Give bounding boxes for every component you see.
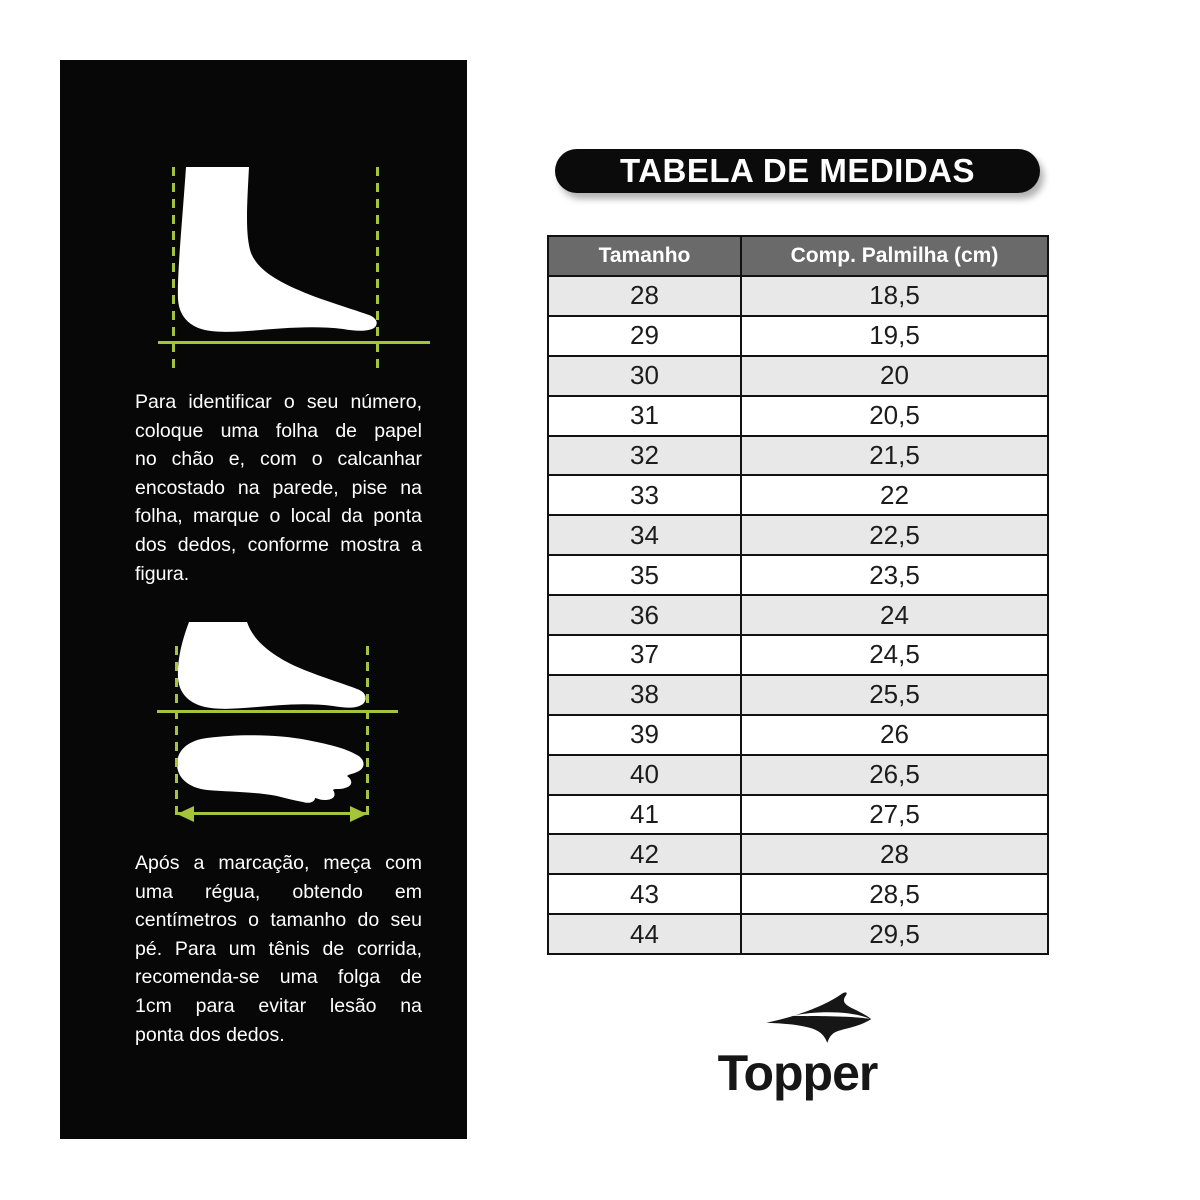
size-cell: 44 xyxy=(548,914,741,954)
length-arrow-icon xyxy=(178,812,366,815)
toe-length-guide-line xyxy=(366,646,369,822)
table-row xyxy=(548,316,1048,356)
insole-length-cell: 25,5 xyxy=(741,675,1048,715)
table-row xyxy=(548,635,1048,675)
table-row xyxy=(548,555,1048,595)
insole-length-cell: 21,5 xyxy=(741,436,1048,476)
instruction-line: pé. Para um tênis de corrida, xyxy=(135,937,422,960)
instruction-line: Após a marcação, meça com xyxy=(135,852,422,874)
insole-length-cell: 20 xyxy=(741,356,1048,396)
insole-length-column-header: Comp. Palmilha (cm) xyxy=(741,236,1048,276)
measure-baseline xyxy=(157,710,398,713)
insole-length-cell: 26 xyxy=(741,715,1048,755)
instruction-line: coloque uma folha de papel xyxy=(135,419,422,442)
size-cell: 37 xyxy=(548,635,741,675)
insole-length-cell: 22 xyxy=(741,475,1048,515)
insole-length-cell: 24 xyxy=(741,595,1048,635)
table-row xyxy=(548,795,1048,835)
size-cell: 30 xyxy=(548,356,741,396)
insole-length-cell: 29,5 xyxy=(741,914,1048,954)
insole-length-cell: 28 xyxy=(741,834,1048,874)
foot-side-icon xyxy=(173,165,378,335)
instruction-line: folha, marque o local da ponta xyxy=(135,505,422,528)
topper-swoosh-icon xyxy=(758,990,873,1044)
brand-name: Topper xyxy=(717,1045,878,1101)
instructions-panel xyxy=(60,60,467,1139)
size-cell: 42 xyxy=(548,834,741,874)
insole-length-cell: 19,5 xyxy=(741,316,1048,356)
instruction-line: 1cm para evitar lesão na xyxy=(135,994,422,1017)
size-cell: 40 xyxy=(548,755,741,795)
insole-length-cell: 22,5 xyxy=(741,515,1048,555)
instruction-line: dos dedos, conforme mostra a xyxy=(135,533,422,556)
insole-length-cell: 26,5 xyxy=(741,755,1048,795)
size-cell: 32 xyxy=(548,436,741,476)
table-row xyxy=(548,436,1048,476)
footprint-icon xyxy=(177,732,367,804)
foot-side-partial-icon xyxy=(175,622,368,714)
insole-length-cell: 18,5 xyxy=(741,276,1048,316)
instruction-line: encostado na parede, pise na xyxy=(135,476,422,499)
size-cell: 38 xyxy=(548,675,741,715)
table-row xyxy=(548,475,1048,515)
instruction-line: recomenda-se uma folga de xyxy=(135,966,422,989)
insole-length-cell: 23,5 xyxy=(741,555,1048,595)
size-table xyxy=(547,235,1049,955)
floor-line xyxy=(158,341,430,344)
size-cell: 33 xyxy=(548,475,741,515)
size-cell: 43 xyxy=(548,874,741,914)
size-cell: 35 xyxy=(548,555,741,595)
table-row xyxy=(548,755,1048,795)
insole-length-cell: 28,5 xyxy=(741,874,1048,914)
table-row xyxy=(548,914,1048,954)
size-chart-title: TABELA DE MEDIDAS xyxy=(555,149,1040,193)
table-row xyxy=(548,595,1048,635)
table-row xyxy=(548,356,1048,396)
table-row xyxy=(548,276,1048,316)
table-row xyxy=(548,515,1048,555)
instruction-line: centímetros o tamanho do seu xyxy=(135,909,422,932)
size-cell: 31 xyxy=(548,396,741,436)
instruction-paragraph-2 xyxy=(135,849,422,1049)
instruction-line: figura. xyxy=(135,562,190,585)
size-cell: 29 xyxy=(548,316,741,356)
table-row xyxy=(548,874,1048,914)
brand-logo xyxy=(660,990,935,1101)
instruction-paragraph-1 xyxy=(135,388,422,588)
size-cell: 41 xyxy=(548,795,741,835)
insole-length-cell: 20,5 xyxy=(741,396,1048,436)
size-cell: 36 xyxy=(548,595,741,635)
size-cell: 39 xyxy=(548,715,741,755)
heel-length-guide-line xyxy=(175,646,178,822)
size-table-body xyxy=(548,276,1048,954)
size-cell: 28 xyxy=(548,276,741,316)
instruction-line: Para identificar o seu número, xyxy=(135,391,422,413)
insole-length-cell: 24,5 xyxy=(741,635,1048,675)
instruction-line: no chão e, com o calcanhar xyxy=(135,448,422,471)
size-column-header: Tamanho xyxy=(548,236,741,276)
size-table-header-row xyxy=(548,236,1048,276)
instruction-line: uma régua, obtendo em xyxy=(135,880,422,903)
size-cell: 34 xyxy=(548,515,741,555)
insole-length-cell: 27,5 xyxy=(741,795,1048,835)
table-row xyxy=(548,675,1048,715)
table-row xyxy=(548,396,1048,436)
table-row xyxy=(548,834,1048,874)
instruction-line: ponta dos dedos. xyxy=(135,1023,285,1046)
table-row xyxy=(548,715,1048,755)
